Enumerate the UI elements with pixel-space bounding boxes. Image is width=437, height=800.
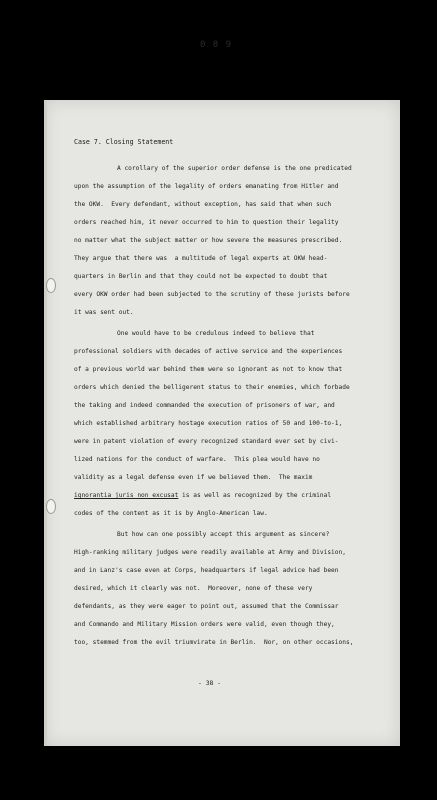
body-line: the OKW. Every defendant, without exception, has said that when such	[74, 201, 332, 208]
body-line: of a previous world war behind them were so ignorant as not to know that	[74, 366, 343, 373]
body-line: They argue that there was a multitude of legal experts at OKW head-	[74, 255, 328, 262]
punch-hole-icon	[46, 278, 56, 293]
body-line: upon the assumption of the legality of orders emanating from Hitler and	[74, 183, 339, 190]
body-line: codes of the content as it is by Anglo-American law.	[74, 510, 268, 517]
body-line: were in patent violation of every recognized standard ever set by civi-	[74, 438, 339, 445]
body-line: lized nations for the conduct of warfare. This plea would have no	[74, 456, 320, 463]
body-line-with-latin-maxim: ignorantia juris non excusat is as well as recognized by the criminal	[74, 492, 332, 499]
document-page	[44, 100, 400, 746]
body-line: orders which denied the belligerent status to their enemies, which forbade	[74, 384, 350, 391]
body-line: defendants, as they were eager to point out, assumed that the Commissar	[74, 603, 339, 610]
body-line: no matter what the subject matter or how severe the measures prescribed.	[74, 237, 343, 244]
body-line: validity as a legal defense even if we believed them. The maxim	[74, 474, 313, 481]
frame-number-mark: 0 8 9	[199, 40, 233, 50]
document-heading: Case 7. Closing Statement	[74, 138, 174, 146]
body-line: professional soldiers with decades of active service and the experiences	[74, 348, 343, 355]
body-line: A corollary of the superior order defense is the one predicated	[117, 165, 352, 172]
body-line: the taking and indeed commanded the execution of prisoners of war, and	[74, 402, 335, 409]
body-line: and in Lanz's case even at Corps, headquarters if legal advice had been	[74, 567, 339, 574]
body-line: too, stemmed from the evil triumvirate in Berlin. Nor, on other occasions,	[74, 639, 354, 646]
latin-maxim: ignorantia juris non excusat	[74, 492, 179, 499]
document-body	[44, 100, 400, 674]
body-line: quarters in Berlin and that they could not be expected to doubt that	[74, 273, 328, 280]
page-number: - 38 -	[198, 679, 222, 687]
page-edge	[44, 100, 47, 746]
punch-hole-icon	[46, 499, 56, 514]
body-line: One would have to be credulous indeed to believe that	[117, 330, 315, 337]
body-line: which established arbitrary hostage execution ratios of 50 and 100-to-1,	[74, 420, 343, 427]
body-line: orders reached him, it never occurred to him to question their legality	[74, 219, 339, 226]
body-line: But how can one possibly accept this argument as sincere?	[117, 531, 330, 538]
body-line: it was sent out.	[74, 309, 134, 316]
body-line: High-ranking military judges were readily available at Army and Division,	[74, 549, 346, 556]
body-line: every OKW order had been subjected to the scrutiny of these jurists before	[74, 291, 350, 298]
body-line: and Commando and Military Mission orders were valid, even though they,	[74, 621, 335, 628]
body-line: desired, which it clearly was not. Moreover, none of these very	[74, 585, 313, 592]
